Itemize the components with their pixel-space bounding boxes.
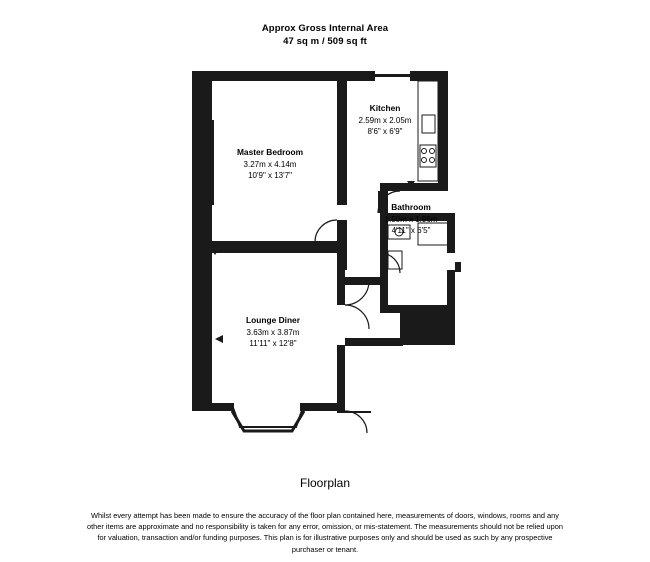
room-name-bathroom: Bathroom bbox=[391, 202, 431, 212]
wall-corridor-bottom bbox=[345, 338, 403, 346]
floorplan-svg bbox=[0, 55, 650, 465]
window-bathroom-right bbox=[455, 262, 461, 272]
wall-lounge-top bbox=[212, 245, 342, 253]
wall-lounge-right-mid bbox=[337, 291, 345, 305]
kitchen-hob-ring-3 bbox=[422, 158, 427, 163]
door-swing-bedroom bbox=[315, 220, 337, 242]
room-label-kitchen bbox=[333, 103, 437, 138]
wall-lounge-right-lower bbox=[337, 345, 345, 411]
wall-kitchen-bottom bbox=[380, 183, 448, 191]
room-name-master-bedroom: Master Bedroom bbox=[236, 147, 304, 157]
wall-bathroom-hall-block bbox=[400, 305, 455, 345]
window-kitchen-top bbox=[375, 74, 410, 77]
door-swing-lounge bbox=[345, 305, 369, 329]
kitchen-hob-ring-4 bbox=[430, 158, 435, 163]
bay-window-inner bbox=[232, 405, 304, 427]
door-swing-entrance bbox=[345, 411, 367, 433]
kitchen-hob bbox=[420, 145, 436, 167]
room-label-bathroom bbox=[356, 202, 466, 237]
gross-area-value: 47 sq m / 509 sq ft bbox=[283, 36, 367, 47]
door-leaf-entrance bbox=[345, 411, 371, 413]
wall-lounge-bottom-corner bbox=[192, 391, 212, 411]
wall-right-kitchen bbox=[438, 71, 448, 191]
room-label-lounge-diner bbox=[208, 315, 338, 350]
plan-caption: Floorplan bbox=[299, 476, 351, 490]
room-dim-imperial-master-bedroom: 10'9" x 13'7" bbox=[248, 171, 292, 180]
room-dim-imperial-kitchen: 8'6" x 6'9" bbox=[367, 127, 403, 136]
wall-bay-left-stub bbox=[212, 403, 234, 411]
wall-top-bedroom bbox=[192, 71, 337, 81]
kitchen-hob-ring-2 bbox=[430, 149, 435, 154]
wall-lounge-bottom-right-corner bbox=[337, 403, 345, 413]
room-dim-imperial-lounge-diner: 11'11" x 12'8" bbox=[249, 339, 297, 348]
wall-corridor-top bbox=[345, 277, 383, 285]
room-dim-imperial-bathroom: 4'11" x 6'5" bbox=[391, 226, 431, 235]
room-dim-metric-kitchen: 2.59m x 2.05m bbox=[358, 115, 412, 125]
gross-area-title: Approx Gross Internal Area bbox=[261, 23, 389, 34]
room-dim-metric-lounge-diner: 3.63m x 3.87m bbox=[246, 327, 300, 337]
kitchen-hob-ring-1 bbox=[422, 149, 427, 154]
wall-top-kitchen-left bbox=[337, 71, 375, 81]
disclaimer-text: Whilst every attempt has been made to ensure the accuracy of the floor plan contained here, measurements of doors, windows, rooms and any other items are approximate and no responsibility is taken for any error, omission, or mis-statement. The measurements should not be relied upon for valuation, transaction and/or funding purposes. This plan is for illustrative purposes only and should be used as such by any prospective purchaser or tenant. bbox=[87, 511, 563, 554]
room-dim-metric-bathroom: 1.50m x 1.96m bbox=[384, 214, 438, 224]
floorplan-drawing bbox=[0, 55, 650, 465]
wall-bay-right-stub bbox=[300, 403, 314, 411]
room-dim-metric-master-bedroom: 3.27m x 4.14m bbox=[243, 159, 297, 169]
room-name-kitchen: Kitchen bbox=[369, 103, 401, 113]
room-name-lounge-diner: Lounge Diner bbox=[246, 315, 300, 325]
plan-header bbox=[0, 22, 650, 48]
room-label-master-bedroom bbox=[190, 147, 350, 182]
